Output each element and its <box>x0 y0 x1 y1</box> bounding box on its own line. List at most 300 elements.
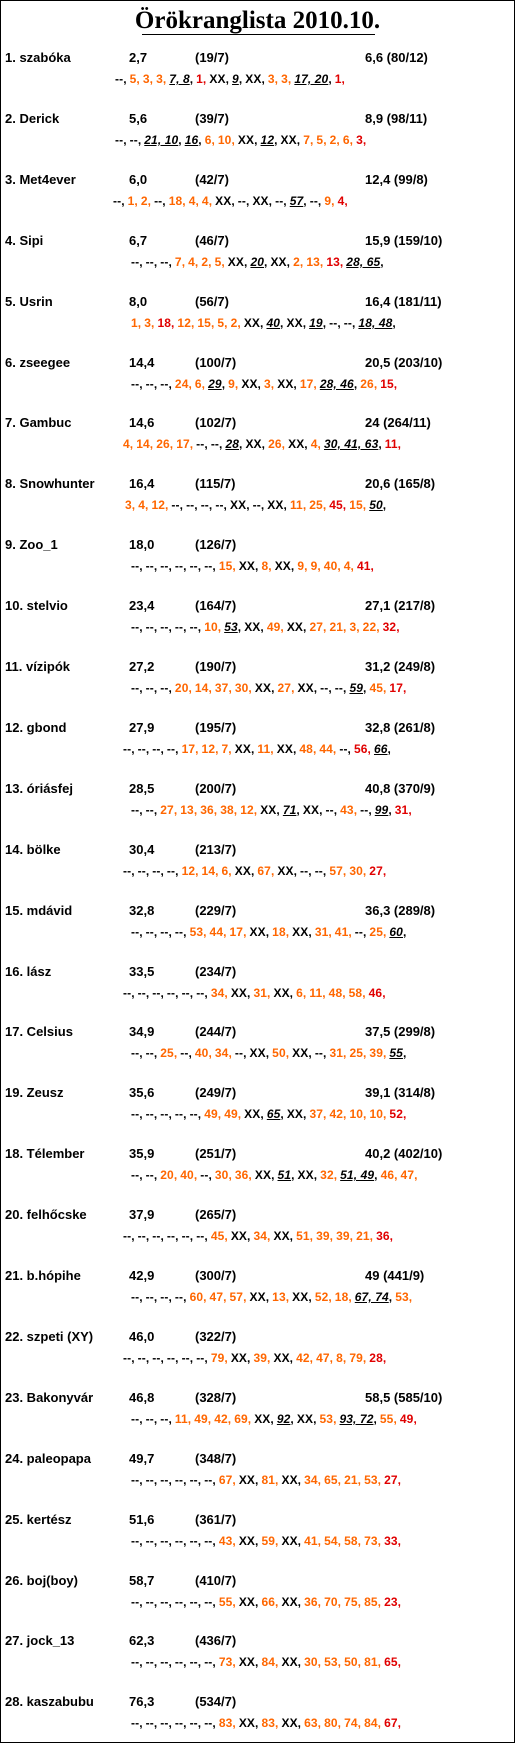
result-value: 70, <box>324 1595 342 1609</box>
result-value: 44, <box>319 742 337 756</box>
result-value: XX, <box>249 1290 270 1304</box>
result-value: --, <box>131 377 143 391</box>
result-value: 14, <box>194 681 212 695</box>
best-value: 32,8 (261/8) <box>365 720 436 735</box>
highlighted-result: 57 <box>289 194 304 208</box>
ranking-row <box>1 1451 514 1511</box>
result-value: 27, <box>309 620 327 634</box>
result-value: --, <box>314 864 327 878</box>
result-value: --, <box>189 1534 202 1548</box>
highlighted-result: 59 <box>349 681 363 695</box>
results-line <box>123 437 404 451</box>
result-value: --, <box>131 681 143 695</box>
total-value: (56/7) <box>195 294 229 309</box>
result-value: 8, <box>336 1351 347 1365</box>
result-value: 45, <box>369 681 387 695</box>
best-value: 27,1 (217/8) <box>365 598 436 613</box>
result-value: 9, <box>228 377 239 391</box>
result-value: XX, <box>237 133 258 147</box>
result-value: 25, <box>309 498 327 512</box>
result-value: --, <box>137 1351 150 1365</box>
result-value: --, <box>160 1107 172 1121</box>
result-value: --, <box>131 1473 143 1487</box>
result-value: XX, <box>238 559 259 573</box>
average-value: 18,0 <box>129 537 155 552</box>
result-value: --, <box>145 620 158 634</box>
result-value: --, <box>210 437 223 451</box>
total-value: (244/7) <box>195 1024 237 1039</box>
player-name: 11. vízipók <box>5 659 71 674</box>
results-line <box>131 377 400 391</box>
result-value: 3, <box>281 72 292 86</box>
highlighted-result: 9 <box>232 72 239 86</box>
result-value: XX, <box>273 986 294 1000</box>
ranking-row <box>1 537 514 597</box>
result-value: , <box>392 316 396 330</box>
result-value: --, <box>174 925 187 939</box>
result-value: 30, <box>349 864 367 878</box>
result-value: 49, <box>224 1107 242 1121</box>
result-value: --, <box>196 437 208 451</box>
ranking-row <box>1 1512 514 1572</box>
result-value: 49, <box>204 1107 222 1121</box>
result-value: 13, <box>272 1290 290 1304</box>
highlighted-result: 29 <box>208 377 222 391</box>
ranking-row <box>1 1146 514 1206</box>
result-value: 41, <box>357 559 374 573</box>
result-value: 5, <box>214 255 225 269</box>
result-value: 26, <box>268 437 286 451</box>
results-line <box>123 986 389 1000</box>
ranking-row <box>1 1633 514 1693</box>
result-value: 84, <box>261 1655 279 1669</box>
player-name: 13. óriásfej <box>5 781 73 796</box>
result-value: 18, <box>272 925 290 939</box>
results-line <box>123 1351 389 1365</box>
total-value: (164/7) <box>195 598 237 613</box>
player-name: 19. Zeusz <box>5 1085 64 1100</box>
result-value: 58, <box>348 986 366 1000</box>
result-value: 27, <box>277 681 295 695</box>
result-value: 5, <box>129 72 140 86</box>
result-value: , <box>274 133 278 147</box>
result-value: 52, <box>389 1107 407 1121</box>
result-value: XX, <box>281 1473 302 1487</box>
result-value: 12, <box>181 864 199 878</box>
total-value: (42/7) <box>195 172 229 187</box>
result-value: XX, <box>252 194 273 208</box>
result-value: 3, <box>156 72 167 86</box>
result-value: 42, <box>296 1351 314 1365</box>
ranking-row <box>1 1573 514 1633</box>
result-value: 12, <box>240 803 258 817</box>
result-value: 50, <box>272 1046 290 1060</box>
result-value: 33, <box>384 1534 402 1548</box>
result-value: 53, <box>319 1412 337 1426</box>
result-value: 12, <box>177 316 195 330</box>
result-value: XX, <box>273 1351 294 1365</box>
result-value: 10, <box>217 133 235 147</box>
result-value: 3, <box>264 377 275 391</box>
result-value: 3, <box>267 72 279 86</box>
average-value: 42,9 <box>129 1268 155 1283</box>
result-value: XX, <box>243 316 264 330</box>
result-value: --, <box>145 1168 158 1182</box>
result-value: --, <box>204 1716 216 1730</box>
result-value: XX, <box>297 1168 318 1182</box>
result-value: --, <box>174 620 187 634</box>
result-value: XX, <box>249 925 270 939</box>
result-value: 6, <box>204 133 215 147</box>
player-name: 25. kertész <box>5 1512 72 1527</box>
total-value: (249/7) <box>195 1085 237 1100</box>
result-value: 6, <box>194 377 206 391</box>
result-value: 27, <box>369 864 387 878</box>
average-value: 6,0 <box>129 172 148 187</box>
player-name: 21. b.hópihe <box>5 1268 81 1283</box>
result-value: 81, <box>261 1473 279 1487</box>
result-value: --, <box>181 986 194 1000</box>
result-value: 12, <box>201 742 219 756</box>
results-line <box>131 803 415 817</box>
highlighted-result: 7, 8 <box>169 72 190 86</box>
result-value: --, <box>320 681 332 695</box>
result-value: , <box>388 1290 393 1304</box>
result-value: --, <box>123 1229 135 1243</box>
result-value: 2, <box>293 255 304 269</box>
result-value: 7, <box>221 742 232 756</box>
result-value: --, <box>137 986 150 1000</box>
result-value: , <box>296 803 300 817</box>
result-value: 30, <box>214 1168 232 1182</box>
result-value: --, <box>131 255 143 269</box>
result-value: 39, <box>336 1229 354 1243</box>
result-value: 79, <box>210 1351 228 1365</box>
best-value: 20,6 (165/8) <box>365 476 436 491</box>
player-name: 10. stelvio <box>5 598 68 613</box>
total-value: (102/7) <box>195 415 237 430</box>
result-value: 18, <box>168 194 186 208</box>
result-value: --, <box>137 1229 150 1243</box>
result-value: 18, <box>157 316 175 330</box>
result-value: 39, <box>316 1229 334 1243</box>
total-value: (251/7) <box>195 1146 237 1161</box>
result-value: 11, <box>384 437 402 451</box>
result-value: , <box>221 377 226 391</box>
result-value: 49, <box>266 620 284 634</box>
result-value: 80, <box>324 1716 342 1730</box>
ranking-row <box>1 1390 514 1450</box>
result-value: XX, <box>230 986 251 1000</box>
total-value: (19/7) <box>195 50 229 65</box>
result-value: XX, <box>254 1412 274 1426</box>
results-line <box>113 194 351 208</box>
result-value: --, <box>174 1290 187 1304</box>
result-value: , <box>178 133 182 147</box>
result-value: 53, <box>395 1290 413 1304</box>
result-value: 9, <box>297 559 308 573</box>
result-value: --, <box>204 559 216 573</box>
highlighted-result: 66 <box>373 742 388 756</box>
highlighted-result: 60 <box>389 925 403 939</box>
ranking-row <box>1 659 514 719</box>
player-name: 23. Bakonyvár <box>5 1390 94 1405</box>
result-value: XX, <box>249 1046 270 1060</box>
result-value: 27, <box>160 803 178 817</box>
result-value: --, <box>152 864 164 878</box>
result-value: 65, <box>384 1655 402 1669</box>
ranking-row <box>1 1329 514 1389</box>
result-value: --, <box>145 803 158 817</box>
result-value: --, <box>145 1107 158 1121</box>
result-value: 39, <box>369 1046 387 1060</box>
result-value: --, <box>152 986 164 1000</box>
player-name: 24. paleopapa <box>5 1451 91 1466</box>
result-value: 37, <box>214 681 232 695</box>
result-value: 15, <box>380 377 398 391</box>
result-value: , <box>189 72 194 86</box>
highlighted-result: 21, 10 <box>144 133 179 147</box>
result-value: 34, <box>304 1473 322 1487</box>
result-value: 79, <box>349 1351 367 1365</box>
result-value: 58, <box>344 1534 362 1548</box>
result-value: 52, <box>314 1290 332 1304</box>
result-value: , <box>382 498 387 512</box>
result-value: 42, <box>214 1412 232 1426</box>
total-value: (300/7) <box>195 1268 237 1283</box>
results-line <box>131 1046 409 1060</box>
total-value: (534/7) <box>195 1694 237 1709</box>
result-value: --, <box>160 255 172 269</box>
highlighted-result: 40 <box>266 316 281 330</box>
result-value: --, <box>145 1473 158 1487</box>
result-value: --, <box>131 1534 143 1548</box>
result-value: XX, <box>281 1716 302 1730</box>
result-value: --, <box>123 742 135 756</box>
result-value: 3, <box>144 316 155 330</box>
result-value: --, <box>166 742 179 756</box>
result-value: 31, <box>314 925 332 939</box>
result-value: --, <box>123 986 135 1000</box>
result-value: 60, <box>189 1290 207 1304</box>
result-value: 67, <box>218 1473 236 1487</box>
result-value: 41, <box>334 925 352 939</box>
result-value: --, <box>131 1290 143 1304</box>
result-value: 2, <box>230 316 241 330</box>
result-value: --, <box>145 559 158 573</box>
highlighted-result: 19 <box>309 316 323 330</box>
result-value: --, <box>145 377 158 391</box>
result-value: , <box>388 803 392 817</box>
result-value: --, <box>186 498 198 512</box>
result-value: 42, <box>329 1107 347 1121</box>
result-value: XX, <box>286 316 307 330</box>
results-line <box>131 1168 421 1182</box>
player-name: 16. lász <box>5 964 52 979</box>
result-value: 36, <box>376 1229 394 1243</box>
result-value: 31, <box>253 986 271 1000</box>
result-value: --, <box>166 986 179 1000</box>
result-value: XX, <box>277 377 297 391</box>
results-line <box>123 742 394 756</box>
result-value: 67, <box>257 864 275 878</box>
result-value: --, <box>204 1473 216 1487</box>
result-value: --, <box>189 1716 202 1730</box>
result-value: , <box>290 1412 294 1426</box>
result-value: , <box>373 1412 377 1426</box>
average-value: 58,7 <box>129 1573 155 1588</box>
result-value: --, <box>123 1351 135 1365</box>
average-value: 16,4 <box>129 476 155 491</box>
player-name: 26. boj(boy) <box>5 1573 78 1588</box>
result-value: --, <box>189 1107 202 1121</box>
ranking-row <box>1 598 514 658</box>
result-value: --, <box>160 925 172 939</box>
result-value: --, <box>196 1351 208 1365</box>
result-value: 1, <box>334 72 345 86</box>
player-name: 9. Zoo_1 <box>5 537 58 552</box>
result-value: 13, <box>180 803 198 817</box>
result-value: XX, <box>292 1290 312 1304</box>
result-value: XX, <box>296 1412 317 1426</box>
result-value: 18, <box>334 1290 352 1304</box>
total-value: (328/7) <box>195 1390 237 1405</box>
result-value: --, <box>196 1229 208 1243</box>
result-value: 17, <box>229 925 247 939</box>
result-value: --, <box>174 1473 187 1487</box>
result-value: 57, <box>329 864 347 878</box>
result-value: --, <box>189 1655 202 1669</box>
result-value: XX, <box>260 803 280 817</box>
result-value: 4, <box>343 559 354 573</box>
player-name: 14. bölke <box>5 842 61 857</box>
highlighted-result: 28, 46 <box>319 377 354 391</box>
result-value: 73, <box>364 1534 382 1548</box>
result-value: XX, <box>281 1595 302 1609</box>
best-value: 40,2 (402/10) <box>365 1146 443 1161</box>
total-value: (229/7) <box>195 903 237 918</box>
result-value: , <box>328 72 332 86</box>
result-value: 53, <box>364 1473 382 1487</box>
result-value: 75, <box>344 1595 362 1609</box>
average-value: 37,9 <box>129 1207 155 1222</box>
results-line <box>131 1412 420 1426</box>
result-value: 83, <box>261 1716 279 1730</box>
result-value: , <box>322 316 327 330</box>
result-value: --, <box>174 559 187 573</box>
result-value: 13, <box>326 255 344 269</box>
best-value: 20,5 (203/10) <box>365 355 443 370</box>
result-value: 30, <box>304 1655 322 1669</box>
result-value: --, <box>174 1655 187 1669</box>
total-value: (361/7) <box>195 1512 237 1527</box>
best-value: 24 (264/11) <box>365 415 431 430</box>
result-value: --, <box>131 1595 143 1609</box>
result-value: --, <box>145 681 158 695</box>
average-value: 35,6 <box>129 1085 155 1100</box>
result-value: 43, <box>340 803 358 817</box>
total-value: (322/7) <box>195 1329 237 1344</box>
result-value: 48, <box>299 742 317 756</box>
result-value: 5, <box>316 133 327 147</box>
highlighted-result: 50 <box>369 498 383 512</box>
result-value: 53, <box>324 1655 342 1669</box>
highlighted-result: 55 <box>389 1046 403 1060</box>
total-value: (234/7) <box>195 964 237 979</box>
result-value: XX, <box>297 681 318 695</box>
result-value: --, <box>309 194 322 208</box>
highlighted-result: 71 <box>282 803 297 817</box>
result-value: 15, <box>349 498 367 512</box>
best-value: 39,1 (314/8) <box>365 1085 436 1100</box>
ranking-row <box>1 1694 514 1743</box>
result-value: 83, <box>218 1716 236 1730</box>
highlighted-result: 28 <box>225 437 240 451</box>
result-value: 12, <box>151 498 169 512</box>
result-value: --, <box>160 1412 172 1426</box>
highlighted-result: 53 <box>224 620 238 634</box>
result-value: 4, <box>201 194 213 208</box>
average-value: 27,9 <box>129 720 155 735</box>
player-name: 7. Gambuc <box>5 415 72 430</box>
result-value: 11, <box>174 1412 192 1426</box>
result-value: XX, <box>274 559 295 573</box>
player-name: 3. Met4ever <box>5 172 76 187</box>
result-value: --, <box>131 1655 143 1669</box>
result-value: XX, <box>288 437 308 451</box>
result-value: --, <box>137 864 150 878</box>
result-value: --, <box>145 1595 158 1609</box>
result-value: 46, <box>368 986 386 1000</box>
result-value: , <box>402 1046 407 1060</box>
player-name: 28. kaszabubu <box>5 1694 94 1709</box>
results-line <box>125 498 389 512</box>
best-value: 31,2 (249/8) <box>365 659 436 674</box>
average-value: 32,8 <box>129 903 155 918</box>
result-value: --, <box>131 1107 143 1121</box>
result-value: 4, <box>123 437 134 451</box>
total-value: (46/7) <box>195 233 229 248</box>
results-line <box>131 1716 404 1730</box>
result-value: 26, <box>360 377 378 391</box>
result-value: --, <box>189 1473 202 1487</box>
result-value: --, <box>160 559 172 573</box>
result-value: XX, <box>238 1595 259 1609</box>
highlighted-result: 51 <box>277 1168 292 1182</box>
result-value: --, <box>329 316 341 330</box>
result-value: --, <box>215 498 227 512</box>
ranking-row <box>1 233 514 293</box>
player-name: 1. szabóka <box>5 50 71 65</box>
result-value: 69, <box>234 1412 252 1426</box>
result-value: 10, <box>204 620 222 634</box>
result-value: 36, <box>234 1168 252 1182</box>
result-value: 34, <box>210 986 228 1000</box>
result-value: XX, <box>230 1229 251 1243</box>
result-value: XX, <box>209 72 230 86</box>
result-value: --, <box>181 1229 194 1243</box>
total-value: (100/7) <box>195 355 237 370</box>
result-value: XX, <box>281 1655 302 1669</box>
result-value: --, <box>189 1595 202 1609</box>
results-line <box>131 1595 404 1609</box>
result-value: , <box>353 377 358 391</box>
result-value: --, <box>152 1229 164 1243</box>
result-value: XX, <box>302 803 323 817</box>
result-value: 28, <box>369 1351 387 1365</box>
result-value: 44, <box>209 925 227 939</box>
result-value: --, <box>174 1716 187 1730</box>
